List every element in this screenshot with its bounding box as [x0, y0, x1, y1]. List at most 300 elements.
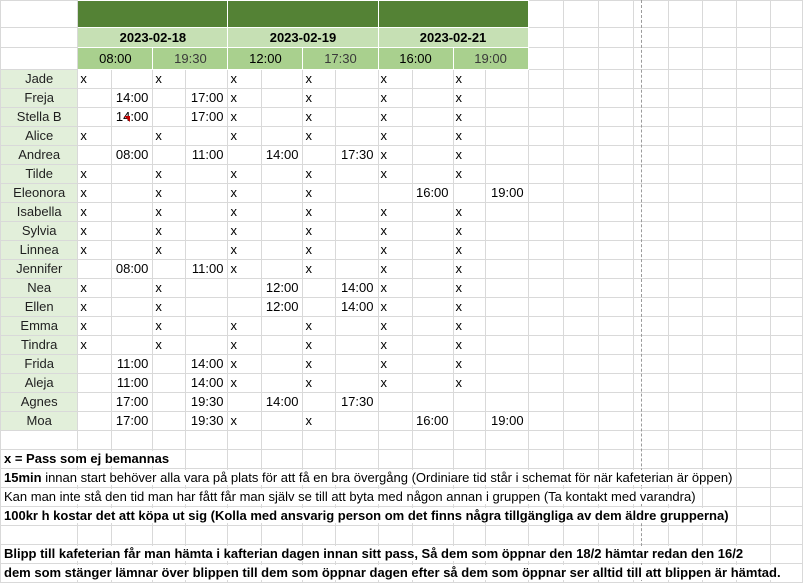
cell[interactable] — [486, 336, 528, 355]
cell[interactable] — [703, 89, 737, 108]
cell[interactable] — [771, 89, 803, 108]
cell[interactable] — [703, 146, 737, 165]
unstaffed-cell[interactable]: x — [303, 355, 336, 374]
cell[interactable] — [563, 70, 598, 89]
unstaffed-cell[interactable]: x — [228, 241, 262, 260]
cell[interactable] — [737, 355, 771, 374]
cell[interactable] — [563, 28, 598, 48]
cell[interactable] — [703, 526, 737, 545]
cell[interactable] — [262, 412, 303, 431]
cell[interactable] — [737, 241, 771, 260]
unstaffed-cell[interactable]: x — [228, 355, 262, 374]
cell[interactable] — [563, 184, 598, 203]
cell[interactable] — [669, 431, 703, 450]
cell[interactable] — [634, 431, 669, 450]
cell[interactable] — [634, 298, 669, 317]
cell[interactable] — [669, 146, 703, 165]
cell[interactable] — [262, 450, 303, 469]
unstaffed-cell[interactable]: x — [228, 184, 262, 203]
cell[interactable] — [336, 450, 378, 469]
cell[interactable] — [737, 108, 771, 127]
cell[interactable] — [528, 127, 563, 146]
cell[interactable] — [262, 526, 303, 545]
cell[interactable] — [634, 28, 669, 48]
cell[interactable] — [598, 374, 633, 393]
cell[interactable] — [336, 431, 378, 450]
name-cell[interactable]: Sylvia — [1, 222, 78, 241]
name-cell[interactable]: Agnes — [1, 393, 78, 412]
cell[interactable] — [78, 146, 112, 165]
cell[interactable] — [669, 336, 703, 355]
cell[interactable] — [412, 222, 453, 241]
cell[interactable] — [262, 165, 303, 184]
cell[interactable] — [528, 222, 563, 241]
cell[interactable] — [703, 203, 737, 222]
name-cell[interactable]: Alice — [1, 127, 78, 146]
cell[interactable] — [262, 336, 303, 355]
cell[interactable] — [378, 184, 412, 203]
cell[interactable] — [669, 70, 703, 89]
cell[interactable] — [669, 89, 703, 108]
cell[interactable] — [453, 526, 486, 545]
time-cell[interactable]: 14:00 — [112, 89, 153, 108]
cell[interactable] — [703, 298, 737, 317]
cell[interactable] — [412, 336, 453, 355]
cell[interactable] — [703, 48, 737, 70]
name-cell[interactable]: Aleja — [1, 374, 78, 393]
cell[interactable] — [563, 89, 598, 108]
cell[interactable] — [771, 431, 803, 450]
header-band[interactable] — [378, 1, 528, 28]
cell[interactable] — [336, 526, 378, 545]
time-header[interactable]: 19:00 — [453, 48, 528, 70]
cell[interactable] — [303, 146, 336, 165]
unstaffed-cell[interactable]: x — [378, 260, 412, 279]
cell[interactable] — [412, 241, 453, 260]
cell[interactable] — [112, 526, 153, 545]
unstaffed-cell[interactable]: x — [303, 241, 336, 260]
cell[interactable] — [262, 222, 303, 241]
unstaffed-cell[interactable]: x — [303, 127, 336, 146]
unstaffed-cell[interactable]: x — [303, 70, 336, 89]
cell[interactable] — [528, 393, 563, 412]
name-cell[interactable]: Frida — [1, 355, 78, 374]
time-cell[interactable]: 08:00 — [112, 146, 153, 165]
unstaffed-cell[interactable]: x — [453, 317, 486, 336]
cell[interactable] — [598, 431, 633, 450]
cell[interactable] — [771, 469, 803, 488]
cell[interactable] — [634, 127, 669, 146]
cell[interactable] — [528, 450, 563, 469]
cell[interactable] — [336, 89, 378, 108]
cell[interactable] — [598, 336, 633, 355]
cell[interactable] — [737, 184, 771, 203]
cell[interactable] — [486, 355, 528, 374]
cell[interactable] — [703, 488, 737, 507]
unstaffed-cell[interactable]: x — [228, 222, 262, 241]
cell[interactable] — [634, 89, 669, 108]
unstaffed-cell[interactable]: x — [453, 298, 486, 317]
unstaffed-cell[interactable]: x — [453, 146, 486, 165]
cell[interactable] — [634, 279, 669, 298]
cell[interactable] — [486, 393, 528, 412]
cell[interactable] — [771, 108, 803, 127]
unstaffed-cell[interactable]: x — [153, 184, 186, 203]
unstaffed-cell[interactable]: x — [303, 108, 336, 127]
cell[interactable] — [303, 450, 336, 469]
cell[interactable] — [737, 298, 771, 317]
cell[interactable] — [528, 89, 563, 108]
time-cell[interactable]: 19:30 — [186, 412, 228, 431]
cell[interactable] — [598, 89, 633, 108]
time-cell[interactable]: 12:00 — [262, 279, 303, 298]
time-cell[interactable]: 17:00 — [112, 393, 153, 412]
cell[interactable] — [412, 279, 453, 298]
unstaffed-cell[interactable]: x — [378, 222, 412, 241]
cell[interactable] — [634, 70, 669, 89]
cell[interactable] — [703, 70, 737, 89]
unstaffed-cell[interactable]: x — [153, 279, 186, 298]
name-cell[interactable]: Emma — [1, 317, 78, 336]
cell[interactable] — [1, 28, 78, 48]
cell[interactable] — [528, 184, 563, 203]
cell[interactable] — [336, 70, 378, 89]
cell[interactable] — [634, 146, 669, 165]
cell[interactable] — [771, 184, 803, 203]
cell[interactable] — [598, 184, 633, 203]
unstaffed-cell[interactable]: x — [228, 165, 262, 184]
cell[interactable] — [336, 165, 378, 184]
name-cell[interactable]: Stella B — [1, 108, 78, 127]
unstaffed-cell[interactable]: x — [378, 89, 412, 108]
cell[interactable] — [703, 127, 737, 146]
unstaffed-cell[interactable]: x — [228, 70, 262, 89]
cell[interactable] — [634, 374, 669, 393]
cell[interactable] — [563, 260, 598, 279]
unstaffed-cell[interactable]: x — [303, 165, 336, 184]
unstaffed-cell[interactable]: x — [453, 336, 486, 355]
cell[interactable] — [634, 393, 669, 412]
cell[interactable] — [528, 165, 563, 184]
cell[interactable] — [262, 70, 303, 89]
unstaffed-cell[interactable]: x — [378, 165, 412, 184]
cell[interactable] — [486, 374, 528, 393]
cell[interactable] — [112, 431, 153, 450]
cell[interactable] — [703, 165, 737, 184]
date-header[interactable]: 2023-02-18 — [78, 28, 228, 48]
cell[interactable] — [703, 184, 737, 203]
time-cell[interactable]: 11:00 — [186, 146, 228, 165]
cell[interactable] — [634, 241, 669, 260]
cell[interactable] — [412, 89, 453, 108]
cell[interactable] — [303, 526, 336, 545]
cell[interactable] — [336, 374, 378, 393]
cell[interactable] — [78, 431, 112, 450]
cell[interactable] — [528, 70, 563, 89]
cell[interactable] — [228, 298, 262, 317]
unstaffed-cell[interactable]: x — [228, 89, 262, 108]
cell[interactable] — [737, 450, 771, 469]
cell[interactable] — [634, 108, 669, 127]
cell[interactable] — [737, 146, 771, 165]
cell[interactable] — [771, 355, 803, 374]
cell[interactable] — [378, 526, 412, 545]
cell[interactable] — [563, 336, 598, 355]
cell[interactable] — [563, 450, 598, 469]
cell[interactable] — [412, 450, 453, 469]
cell[interactable] — [186, 222, 228, 241]
cell[interactable] — [669, 355, 703, 374]
cell[interactable] — [153, 374, 186, 393]
name-cell[interactable]: Nea — [1, 279, 78, 298]
cell[interactable] — [186, 241, 228, 260]
cell[interactable] — [563, 355, 598, 374]
cell[interactable] — [262, 374, 303, 393]
cell[interactable] — [703, 28, 737, 48]
cell[interactable] — [186, 450, 228, 469]
cell[interactable] — [598, 260, 633, 279]
cell[interactable] — [486, 165, 528, 184]
cell[interactable] — [771, 412, 803, 431]
unstaffed-cell[interactable]: x — [453, 241, 486, 260]
cell[interactable] — [228, 450, 262, 469]
cell[interactable] — [528, 260, 563, 279]
cell[interactable] — [703, 450, 737, 469]
unstaffed-cell[interactable]: x — [78, 127, 112, 146]
cell[interactable] — [486, 146, 528, 165]
unstaffed-cell[interactable]: x — [228, 203, 262, 222]
cell[interactable] — [563, 241, 598, 260]
time-cell[interactable]: 11:00 — [112, 374, 153, 393]
cell[interactable] — [228, 431, 262, 450]
unstaffed-cell[interactable]: x — [78, 203, 112, 222]
cell[interactable] — [669, 526, 703, 545]
cell[interactable] — [634, 450, 669, 469]
time-header[interactable]: 17:30 — [303, 48, 378, 70]
cell[interactable] — [186, 526, 228, 545]
cell[interactable] — [228, 393, 262, 412]
cell[interactable] — [153, 260, 186, 279]
name-cell[interactable]: Ellen — [1, 298, 78, 317]
cell[interactable] — [228, 146, 262, 165]
cell[interactable] — [737, 507, 771, 526]
unstaffed-cell[interactable]: x — [378, 336, 412, 355]
unstaffed-cell[interactable]: x — [78, 70, 112, 89]
cell[interactable] — [563, 374, 598, 393]
cell[interactable] — [186, 279, 228, 298]
cell[interactable] — [634, 48, 669, 70]
cell[interactable] — [336, 222, 378, 241]
cell[interactable] — [634, 355, 669, 374]
cell[interactable] — [703, 336, 737, 355]
cell[interactable] — [528, 431, 563, 450]
cell[interactable] — [78, 526, 112, 545]
cell[interactable] — [634, 203, 669, 222]
name-cell[interactable]: Jade — [1, 70, 78, 89]
unstaffed-cell[interactable]: x — [228, 127, 262, 146]
cell[interactable] — [737, 393, 771, 412]
name-cell[interactable]: Isabella — [1, 203, 78, 222]
date-header[interactable]: 2023-02-19 — [228, 28, 378, 48]
cell[interactable] — [78, 355, 112, 374]
cell[interactable] — [737, 28, 771, 48]
cell[interactable] — [262, 260, 303, 279]
cell[interactable] — [737, 260, 771, 279]
unstaffed-cell[interactable]: x — [303, 203, 336, 222]
cell[interactable] — [412, 431, 453, 450]
cell[interactable] — [771, 203, 803, 222]
cell[interactable] — [153, 526, 186, 545]
cell[interactable] — [412, 393, 453, 412]
cell[interactable] — [486, 260, 528, 279]
cell[interactable] — [486, 526, 528, 545]
cell[interactable] — [378, 450, 412, 469]
cell[interactable] — [453, 412, 486, 431]
cell[interactable] — [563, 127, 598, 146]
cell[interactable] — [486, 450, 528, 469]
unstaffed-cell[interactable]: x — [78, 336, 112, 355]
cell[interactable] — [669, 279, 703, 298]
cell[interactable] — [78, 260, 112, 279]
unstaffed-cell[interactable]: x — [378, 317, 412, 336]
unstaffed-cell[interactable]: x — [78, 241, 112, 260]
cell[interactable] — [112, 184, 153, 203]
cell[interactable] — [186, 70, 228, 89]
unstaffed-cell[interactable]: x — [153, 127, 186, 146]
cell[interactable] — [112, 70, 153, 89]
cell[interactable] — [78, 393, 112, 412]
cell[interactable] — [486, 317, 528, 336]
cell[interactable] — [336, 355, 378, 374]
name-cell[interactable]: Andrea — [1, 146, 78, 165]
cell[interactable] — [737, 127, 771, 146]
cell[interactable] — [737, 203, 771, 222]
cell[interactable] — [669, 450, 703, 469]
unstaffed-cell[interactable]: x — [378, 70, 412, 89]
unstaffed-cell[interactable]: x — [453, 108, 486, 127]
unstaffed-cell[interactable]: x — [378, 241, 412, 260]
time-cell[interactable]: 19:30 — [186, 393, 228, 412]
time-cell[interactable]: 17:30 — [336, 393, 378, 412]
cell[interactable] — [412, 355, 453, 374]
header-band[interactable] — [78, 1, 228, 28]
cell[interactable] — [412, 108, 453, 127]
cell[interactable] — [669, 203, 703, 222]
cell[interactable] — [153, 355, 186, 374]
cell[interactable] — [563, 412, 598, 431]
cell[interactable] — [412, 298, 453, 317]
time-cell[interactable]: 17:00 — [112, 412, 153, 431]
cell[interactable] — [262, 317, 303, 336]
cell[interactable] — [634, 526, 669, 545]
unstaffed-cell[interactable]: x — [453, 203, 486, 222]
cell[interactable] — [153, 431, 186, 450]
unstaffed-cell[interactable]: x — [303, 222, 336, 241]
cell[interactable] — [486, 108, 528, 127]
cell[interactable] — [669, 28, 703, 48]
time-cell[interactable]: 19:00 — [486, 412, 528, 431]
cell[interactable] — [153, 393, 186, 412]
cell[interactable] — [703, 355, 737, 374]
cell[interactable] — [412, 526, 453, 545]
cell[interactable] — [336, 241, 378, 260]
cell[interactable] — [598, 393, 633, 412]
cell[interactable] — [528, 374, 563, 393]
cell[interactable] — [737, 165, 771, 184]
cell[interactable] — [598, 127, 633, 146]
cell[interactable] — [771, 279, 803, 298]
cell[interactable] — [703, 412, 737, 431]
unstaffed-cell[interactable]: x — [453, 70, 486, 89]
cell[interactable] — [669, 412, 703, 431]
cell[interactable] — [737, 70, 771, 89]
cell[interactable] — [771, 507, 803, 526]
cell[interactable] — [634, 1, 669, 28]
cell[interactable] — [771, 298, 803, 317]
cell[interactable] — [669, 298, 703, 317]
cell[interactable] — [262, 241, 303, 260]
cell[interactable] — [412, 260, 453, 279]
unstaffed-cell[interactable]: x — [303, 260, 336, 279]
unstaffed-cell[interactable]: x — [453, 222, 486, 241]
comment-indicator-icon[interactable] — [124, 116, 130, 122]
cell[interactable] — [486, 431, 528, 450]
cell[interactable] — [528, 298, 563, 317]
cell[interactable] — [112, 241, 153, 260]
unstaffed-cell[interactable]: x — [153, 336, 186, 355]
cell[interactable] — [153, 146, 186, 165]
cell[interactable] — [486, 70, 528, 89]
time-cell[interactable]: 14:00 — [186, 374, 228, 393]
cell[interactable] — [598, 146, 633, 165]
unstaffed-cell[interactable]: x — [453, 260, 486, 279]
cell[interactable] — [563, 222, 598, 241]
cell[interactable] — [703, 374, 737, 393]
unstaffed-cell[interactable]: x — [228, 374, 262, 393]
cell[interactable] — [262, 127, 303, 146]
cell[interactable] — [737, 488, 771, 507]
cell[interactable] — [378, 431, 412, 450]
unstaffed-cell[interactable]: x — [78, 279, 112, 298]
cell[interactable] — [669, 165, 703, 184]
time-cell[interactable]: 14:00 — [262, 146, 303, 165]
cell[interactable] — [186, 431, 228, 450]
time-cell[interactable]: 14:00 — [186, 355, 228, 374]
cell[interactable] — [528, 526, 563, 545]
cell[interactable] — [228, 526, 262, 545]
cell[interactable] — [336, 203, 378, 222]
time-cell[interactable]: 14:00 — [262, 393, 303, 412]
cell[interactable] — [336, 412, 378, 431]
cell[interactable] — [336, 108, 378, 127]
unstaffed-cell[interactable]: x — [453, 127, 486, 146]
cell[interactable] — [412, 203, 453, 222]
unstaffed-cell[interactable]: x — [228, 336, 262, 355]
cell[interactable] — [412, 165, 453, 184]
name-cell[interactable]: Moa — [1, 412, 78, 431]
time-cell[interactable]: 14:00 — [112, 108, 153, 127]
unstaffed-cell[interactable]: x — [153, 222, 186, 241]
cell[interactable] — [112, 127, 153, 146]
cell[interactable] — [598, 279, 633, 298]
cell[interactable] — [598, 108, 633, 127]
cell[interactable] — [112, 336, 153, 355]
cell[interactable] — [262, 431, 303, 450]
time-header[interactable]: 19:30 — [153, 48, 228, 70]
cell[interactable] — [528, 28, 563, 48]
name-cell[interactable]: Eleonora — [1, 184, 78, 203]
time-cell[interactable]: 16:00 — [412, 184, 453, 203]
